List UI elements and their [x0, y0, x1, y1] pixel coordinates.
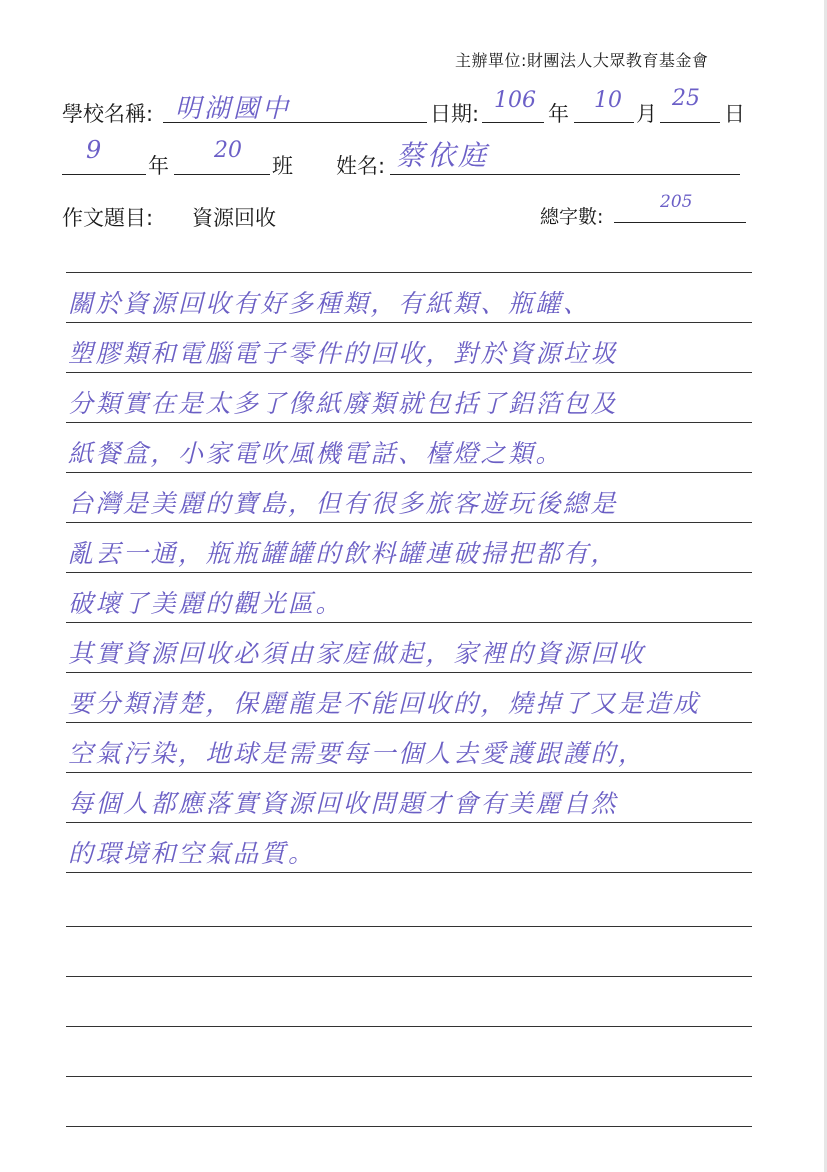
- ruled-line: [66, 1076, 752, 1077]
- name-value: 蔡依庭: [396, 139, 490, 172]
- grade-label: 年: [148, 154, 169, 178]
- year-underline: [482, 122, 544, 123]
- day-underline: [660, 122, 720, 123]
- year-label: 年: [548, 102, 569, 126]
- essay-line: 亂丟一通，瓶瓶罐罐的飲料罐連破掃把都有，: [68, 539, 619, 568]
- date-month-value: 10: [594, 88, 622, 113]
- essay-line: 塑膠類和電腦電子零件的回收，對於資源垃圾: [68, 339, 619, 368]
- day-label: 日: [724, 102, 745, 126]
- ruled-line: [66, 926, 752, 927]
- essay-line: 關於資源回收有好多種類，有紙類、瓶罐、: [68, 289, 591, 318]
- grade-value: 9: [86, 136, 102, 164]
- essay-line: 分類實在是太多了像紙廢類就包括了鋁箔包及: [68, 389, 619, 418]
- name-label: 姓名:: [336, 154, 386, 178]
- essay-line: 其實資源回收必須由家庭做起，家裡的資源回收: [68, 639, 646, 668]
- title-value: 資源回收: [192, 206, 276, 230]
- date-day-value: 25: [672, 86, 700, 111]
- essay-line: 要分類清楚，保麗龍是不能回收的，燒掉了又是造成: [68, 689, 701, 718]
- essay-line: 台灣是美麗的寶島，但有很多旅客遊玩後總是: [68, 489, 619, 518]
- class-label: 班: [272, 154, 293, 178]
- class-value: 20: [214, 138, 242, 163]
- school-label: 學校名稱:: [62, 102, 154, 126]
- essay-line: 破壞了美麗的觀光區。: [68, 589, 344, 618]
- essay-line: 紙餐盒，小家電吹風機電話、檯燈之類。: [68, 439, 564, 468]
- essay-line: 空氣污染，地球是需要每一個人去愛護跟護的，: [68, 739, 646, 768]
- wordcount-label: 總字數:: [540, 206, 604, 228]
- wordcount-underline: [614, 222, 746, 223]
- title-label: 作文題目:: [62, 206, 154, 230]
- wordcount-value: 205: [660, 192, 693, 212]
- name-underline: [390, 174, 740, 175]
- school-value: 明湖國中: [175, 94, 292, 124]
- ruled-line: [66, 1026, 752, 1027]
- ruled-line: [66, 1126, 752, 1127]
- grade-underline: [62, 174, 146, 175]
- ruled-line: [66, 976, 752, 977]
- class-underline: [174, 174, 270, 175]
- date-year-value: 106: [494, 88, 536, 113]
- essay-line: 每個人都應落實資源回收問題才會有美麗自然: [68, 789, 619, 818]
- essay-line: 的環境和空氣品質。: [68, 839, 316, 868]
- month-label: 月: [636, 102, 657, 126]
- date-label: 日期:: [430, 102, 480, 126]
- ruled-line: [66, 272, 752, 273]
- month-underline: [574, 122, 634, 123]
- organizer-text: 主辦單位:財團法人大眾教育基金會: [455, 51, 709, 70]
